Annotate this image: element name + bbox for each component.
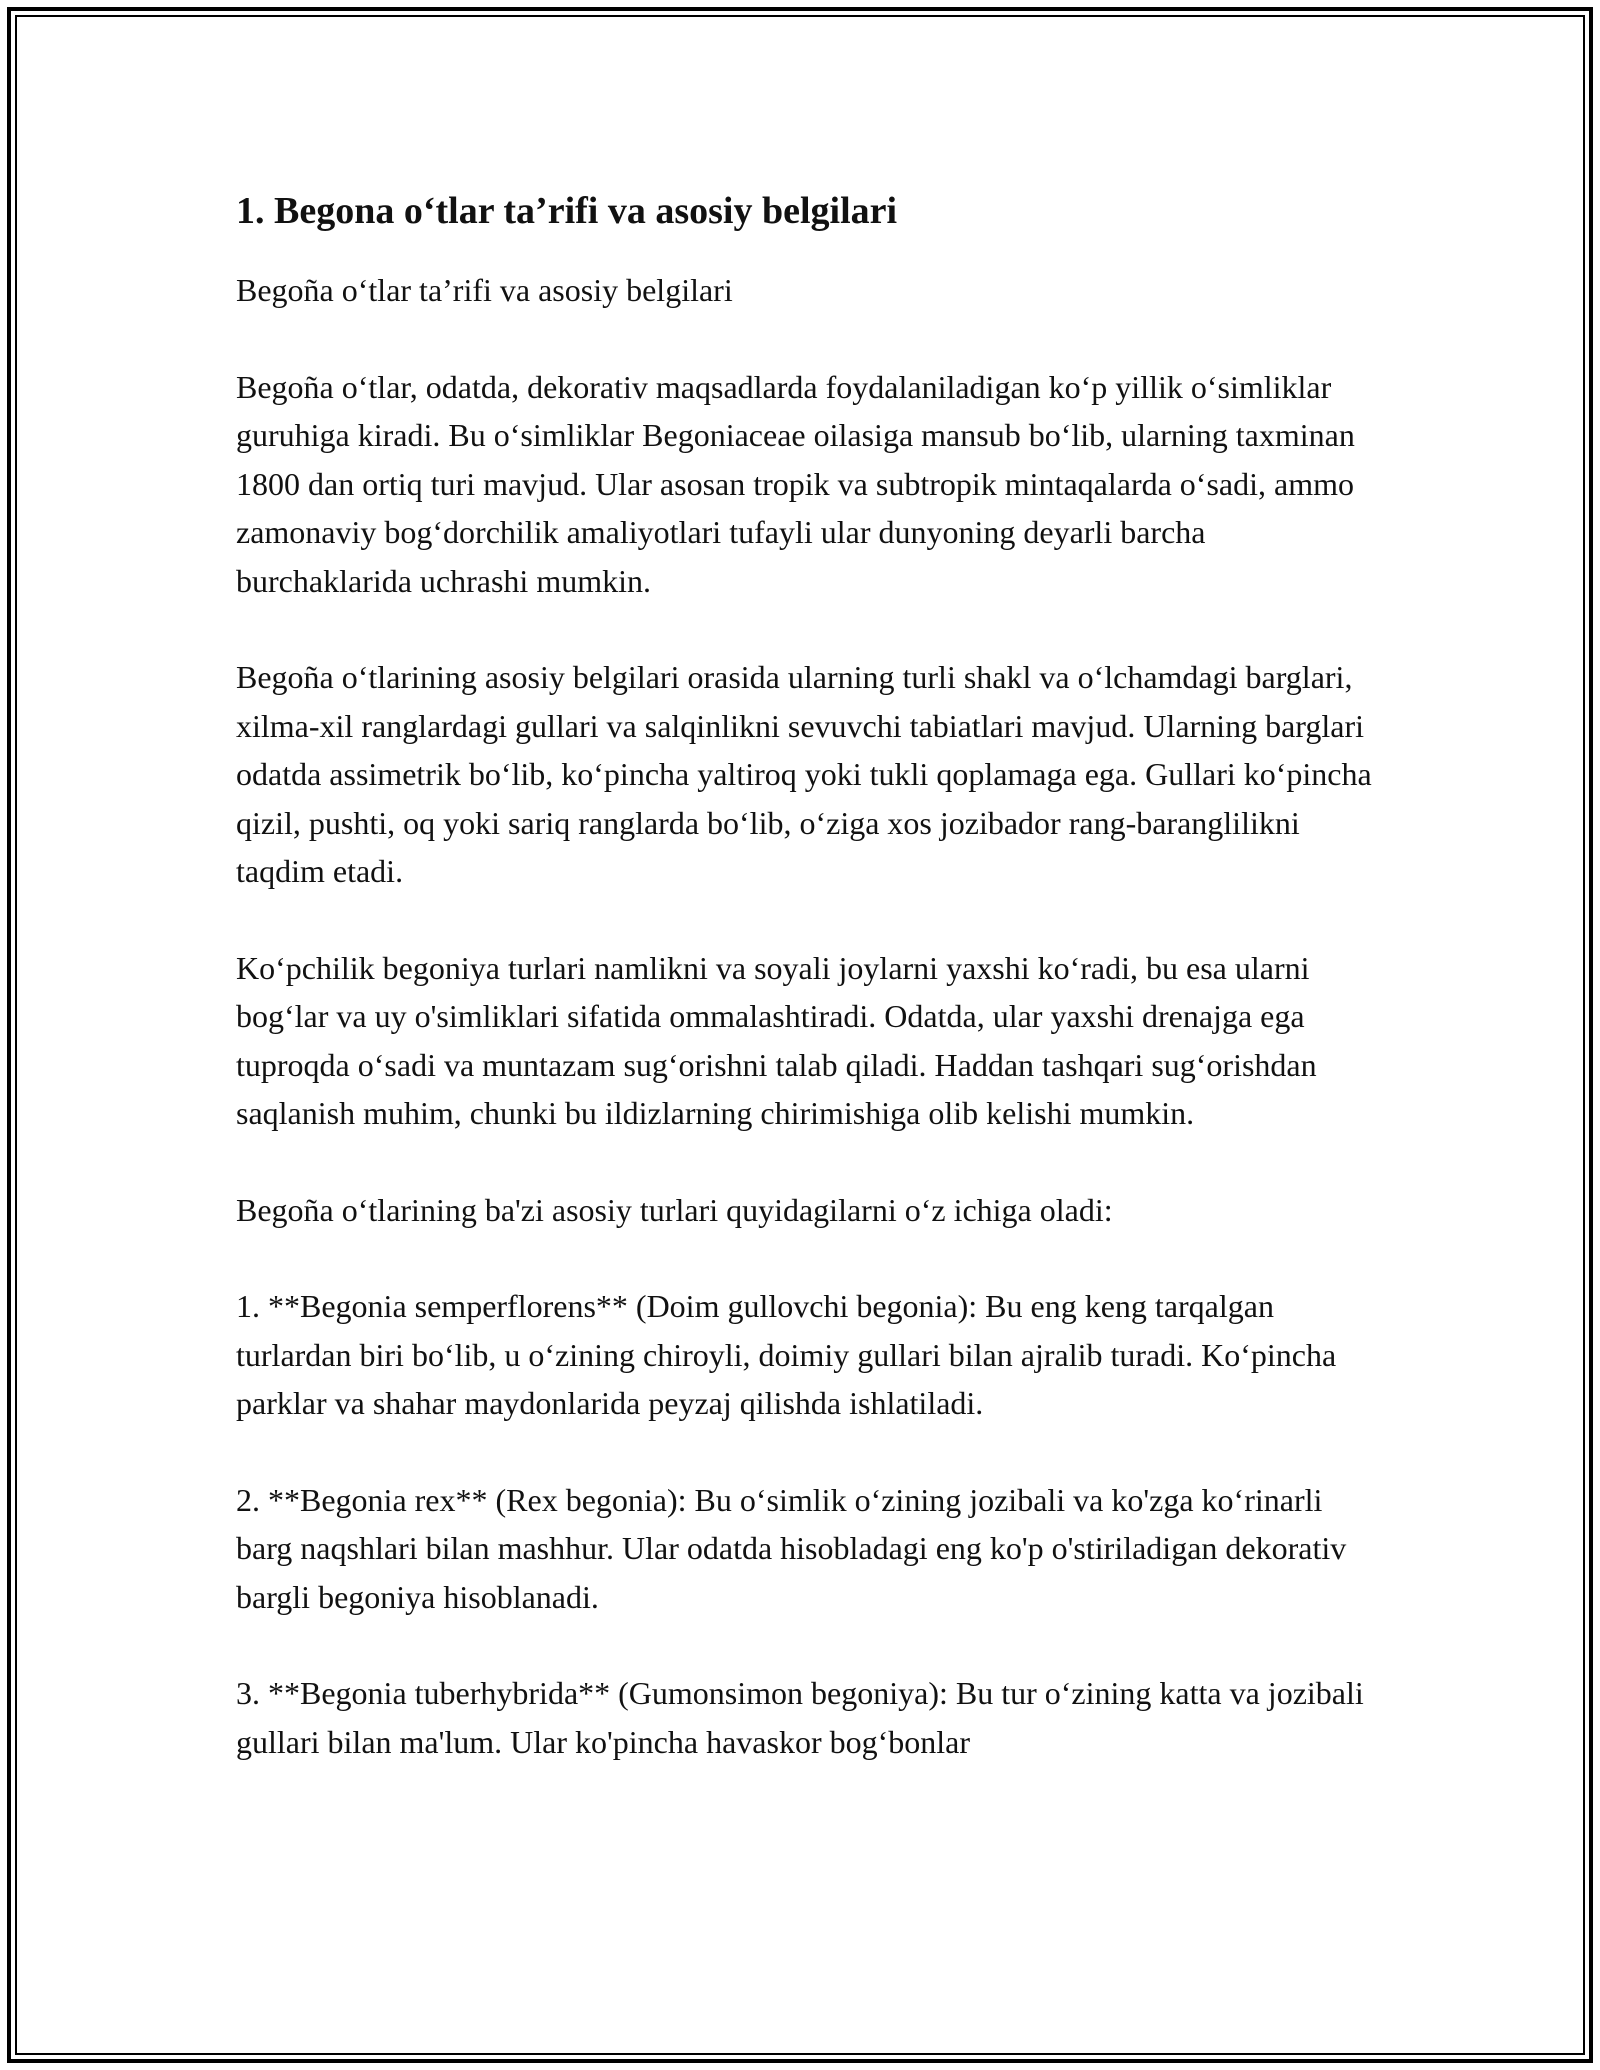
list-item-semperflorens: 1. **Begonia semperflorens** (Doim gullovchi begonia): Bu eng keng tarqalgan turlardan biri bo‘lib, u o‘zining chiroyli, doimiy gullari bilan ajralib turadi. Ko‘pincha parklar va shahar maydonlarida peyzaj qilishda ishlatiladi. — [236, 1288, 1337, 1421]
document-subtitle: Begoña o‘tlar ta’rifi va asosiy belgilari — [236, 272, 733, 308]
paragraph-care: Ko‘pchilik begoniya turlari namlikni va soyali joylarni yaxshi ko‘radi, bu esa ularni bog‘lar va uy o'simliklari sifatida ommalashtiradi. Odatda, ular yaxshi drenajga ega tuproqda o‘sadi va muntazam sug‘orishni talab qiladi. Haddan tashqari sug‘orishdan saqlanish muhim, chunki bu ildizlarning chirimishiga olib kelishi mumkin. — [236, 949, 1317, 1131]
paragraph-types-intro: Begoña o‘tlarining ba'zi asosiy turlari quyidagilarni o‘z ichiga oladi: — [236, 1191, 1113, 1228]
paragraph-characteristics: Begoña o‘tlarining asosiy belgilari orasida ularning turli shakl va o‘lchamdagi barglari, xilma-xil ranglardagi gullari va salqinlikni sevuvchi tabiatlari mavjud. Ularning barglari odatda assimetrik bo‘lib, ko‘pincha yaltiroq yoki tukli qoplamaga ega. Gullari ko‘pincha qizil, pushti, oq yoki sariq ranglarda bo‘lib, o‘ziga xos jozibador rang-baranglilikni taqdim etadi. — [236, 659, 1372, 889]
document-body — [236, 186, 1376, 1814]
list-item-tuberhybrida: 3. **Begonia tuberhybrida** (Gumonsimon begoniya): Bu tur o‘zining katta va jozibali gullari bilan ma'lum. Ular ko'pincha havaskor bog‘bonlar — [236, 1675, 1364, 1760]
document-title: 1. Begona o‘tlar ta’rifi va asosiy belgilari — [236, 190, 898, 232]
paragraph-definition: Begoña o‘tlar, odatda, dekorativ maqsadlarda foydalaniladigan ko‘p yillik o‘simliklar guruhiga kiradi. Bu o‘simliklar Begoniaceae oilasiga mansub bo‘lib, ularning taxminan 1800 dan ortiq turi mavjud. Ular asosan tropik va subtropik mintaqalarda o‘sadi, ammo zamonaviy bog‘dorchilik amaliyotlari tufayli ular dunyoning deyarli barcha burchaklarida uchrashi mumkin. — [236, 368, 1355, 599]
list-item-rex: 2. **Begonia rex** (Rex begonia): Bu o‘simlik o‘zining jozibali va ko'zga ko‘rinarli barg naqshlari bilan mashhur. Ular odatda hisobladagi eng ko'p o'stiriladigan dekorativ bargli begoniya hisoblanadi. — [236, 1481, 1347, 1615]
